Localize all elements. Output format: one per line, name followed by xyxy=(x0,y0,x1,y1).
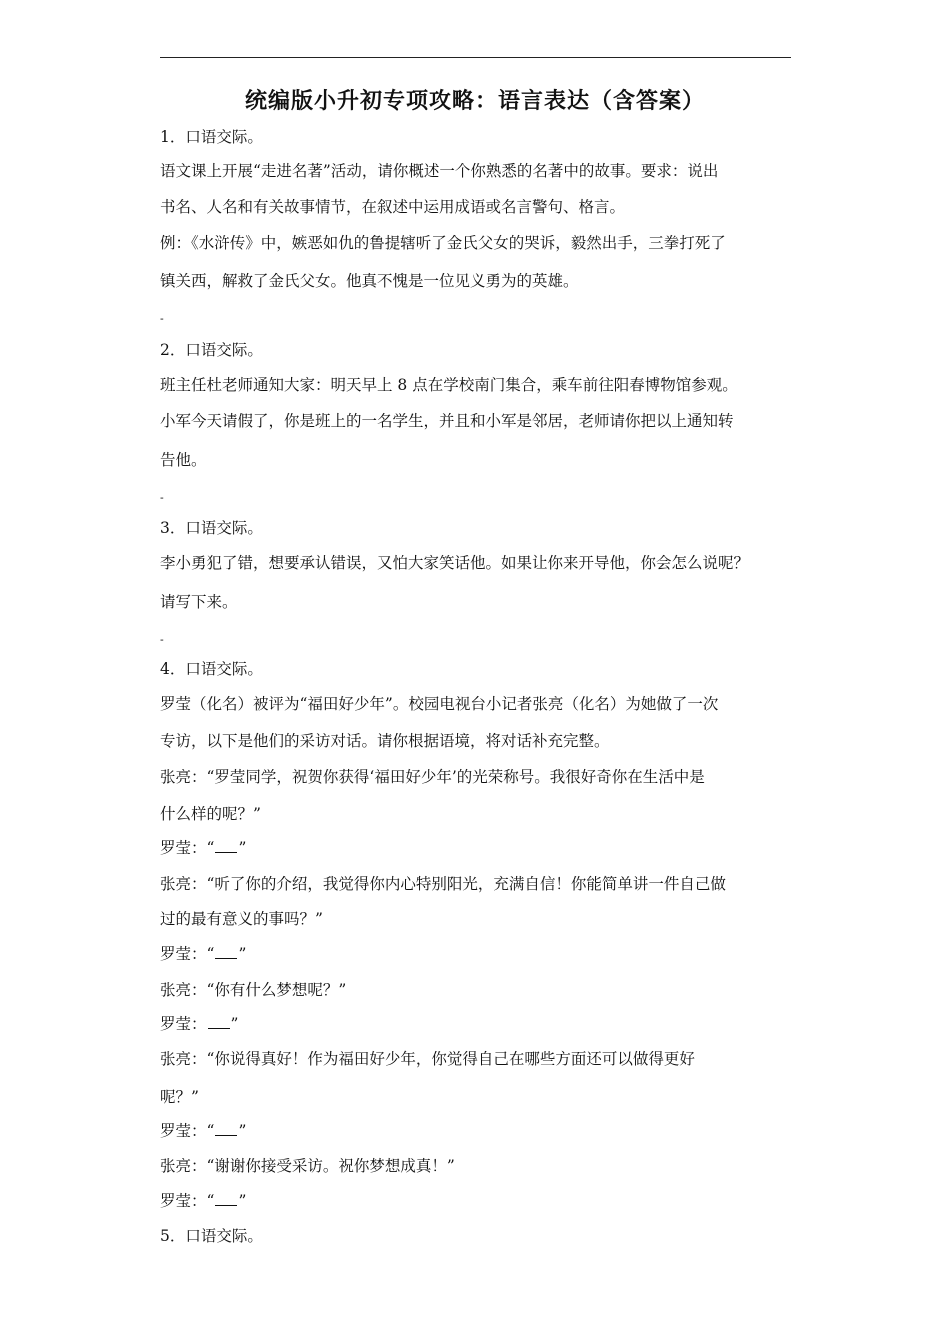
reply-prefix: 罗莹：“ xyxy=(160,839,215,857)
answer-blank-4[interactable] xyxy=(215,1121,237,1136)
q2-line-3: 告他。 xyxy=(160,451,207,469)
reply-suffix: ” xyxy=(238,839,247,857)
q4-line-4: 什么样的呢？” xyxy=(160,805,261,823)
q3-line-2: 请写下来。 xyxy=(160,593,238,611)
q3-heading: 3．口语交际。 xyxy=(160,519,263,537)
answer-blank-2[interactable] xyxy=(215,944,237,959)
q3-line-1: 李小勇犯了错，想要承认错误，又怕大家笑话他。如果让你来开导他，你会怎么说呢？ xyxy=(160,554,750,572)
q4-line-1: 罗莹（化名）被评为“福田好少年”。校园电视台小记者张亮（化名）为她做了一次 xyxy=(160,695,719,713)
q1-line-4: 镇关西，解救了金氏父女。他真不愧是一位见义勇为的英雄。 xyxy=(160,272,579,290)
q1-heading: 1．口语交际。 xyxy=(160,128,263,146)
q4-line-9: 呢？” xyxy=(160,1088,199,1106)
q4-line-6: 过的最有意义的事吗？” xyxy=(160,910,323,928)
answer-blank-5[interactable] xyxy=(215,1191,237,1206)
reply-prefix: 罗莹：“ xyxy=(160,1192,215,1210)
q4-line-2: 专访，以下是他们的采访对话。请你根据语境，将对话补充完整。 xyxy=(160,732,610,750)
q4-reply-2 xyxy=(160,944,246,964)
reply-prefix: 罗莹： xyxy=(160,1015,207,1033)
q1-line-2: 书名、人名和有关故事情节，在叙述中运用成语或名言警句、格言。 xyxy=(160,198,626,216)
reply-prefix: 罗莹：“ xyxy=(160,945,215,963)
answer-blank-3[interactable] xyxy=(208,1014,230,1029)
q1-line-1: 语文课上开展“走进名著”活动，请你概述一个你熟悉的名著中的故事。要求：说出 xyxy=(160,162,719,180)
q1-answer-dash: - xyxy=(160,312,164,325)
q4-line-3: 张亮：“罗莹同学，祝贺你获得‘福田好少年’的光荣称号。我很好奇你在生活中是 xyxy=(160,768,705,786)
header-rule xyxy=(160,57,791,58)
q2-heading: 2．口语交际。 xyxy=(160,341,263,359)
answer-blank-1[interactable] xyxy=(215,838,237,853)
q4-reply-5 xyxy=(160,1191,246,1211)
q2-line-2: 小军今天请假了，你是班上的一名学生，并且和小军是邻居，老师请你把以上通知转 xyxy=(160,412,734,430)
reply-suffix: ” xyxy=(238,945,247,963)
q4-line-5: 张亮：“听了你的介绍，我觉得你内心特别阳光，充满自信！你能简单讲一件自己做 xyxy=(160,875,726,893)
reply-suffix: ” xyxy=(230,1015,239,1033)
q5-heading: 5．口语交际。 xyxy=(160,1227,263,1245)
q4-reply-3 xyxy=(160,1014,238,1034)
q1-line-3: 例：《水浒传》中，嫉恶如仇的鲁提辖听了金氏父女的哭诉，毅然出手，三拳打死了 xyxy=(160,234,726,252)
q2-answer-dash: - xyxy=(160,491,164,504)
q4-heading: 4．口语交际。 xyxy=(160,660,263,678)
reply-suffix: ” xyxy=(238,1192,247,1210)
document-title: 统编版小升初专项攻略：语言表达（含答案） xyxy=(244,88,705,114)
q4-line-7: 张亮：“你有什么梦想呢？” xyxy=(160,981,347,999)
q4-line-10: 张亮：“谢谢你接受采访。祝你梦想成真！” xyxy=(160,1157,455,1175)
reply-suffix: ” xyxy=(238,1122,247,1140)
reply-prefix: 罗莹：“ xyxy=(160,1122,215,1140)
q4-reply-4 xyxy=(160,1121,246,1141)
q4-line-8: 张亮：“你说得真好！作为福田好少年，你觉得自己在哪些方面还可以做得更好 xyxy=(160,1050,695,1068)
q4-reply-1 xyxy=(160,838,246,858)
q3-answer-dash: - xyxy=(160,633,164,646)
q2-line-1: 班主任杜老师通知大家：明天早上 8 点在学校南门集合，乘车前往阳春博物馆参观。 xyxy=(160,376,738,394)
